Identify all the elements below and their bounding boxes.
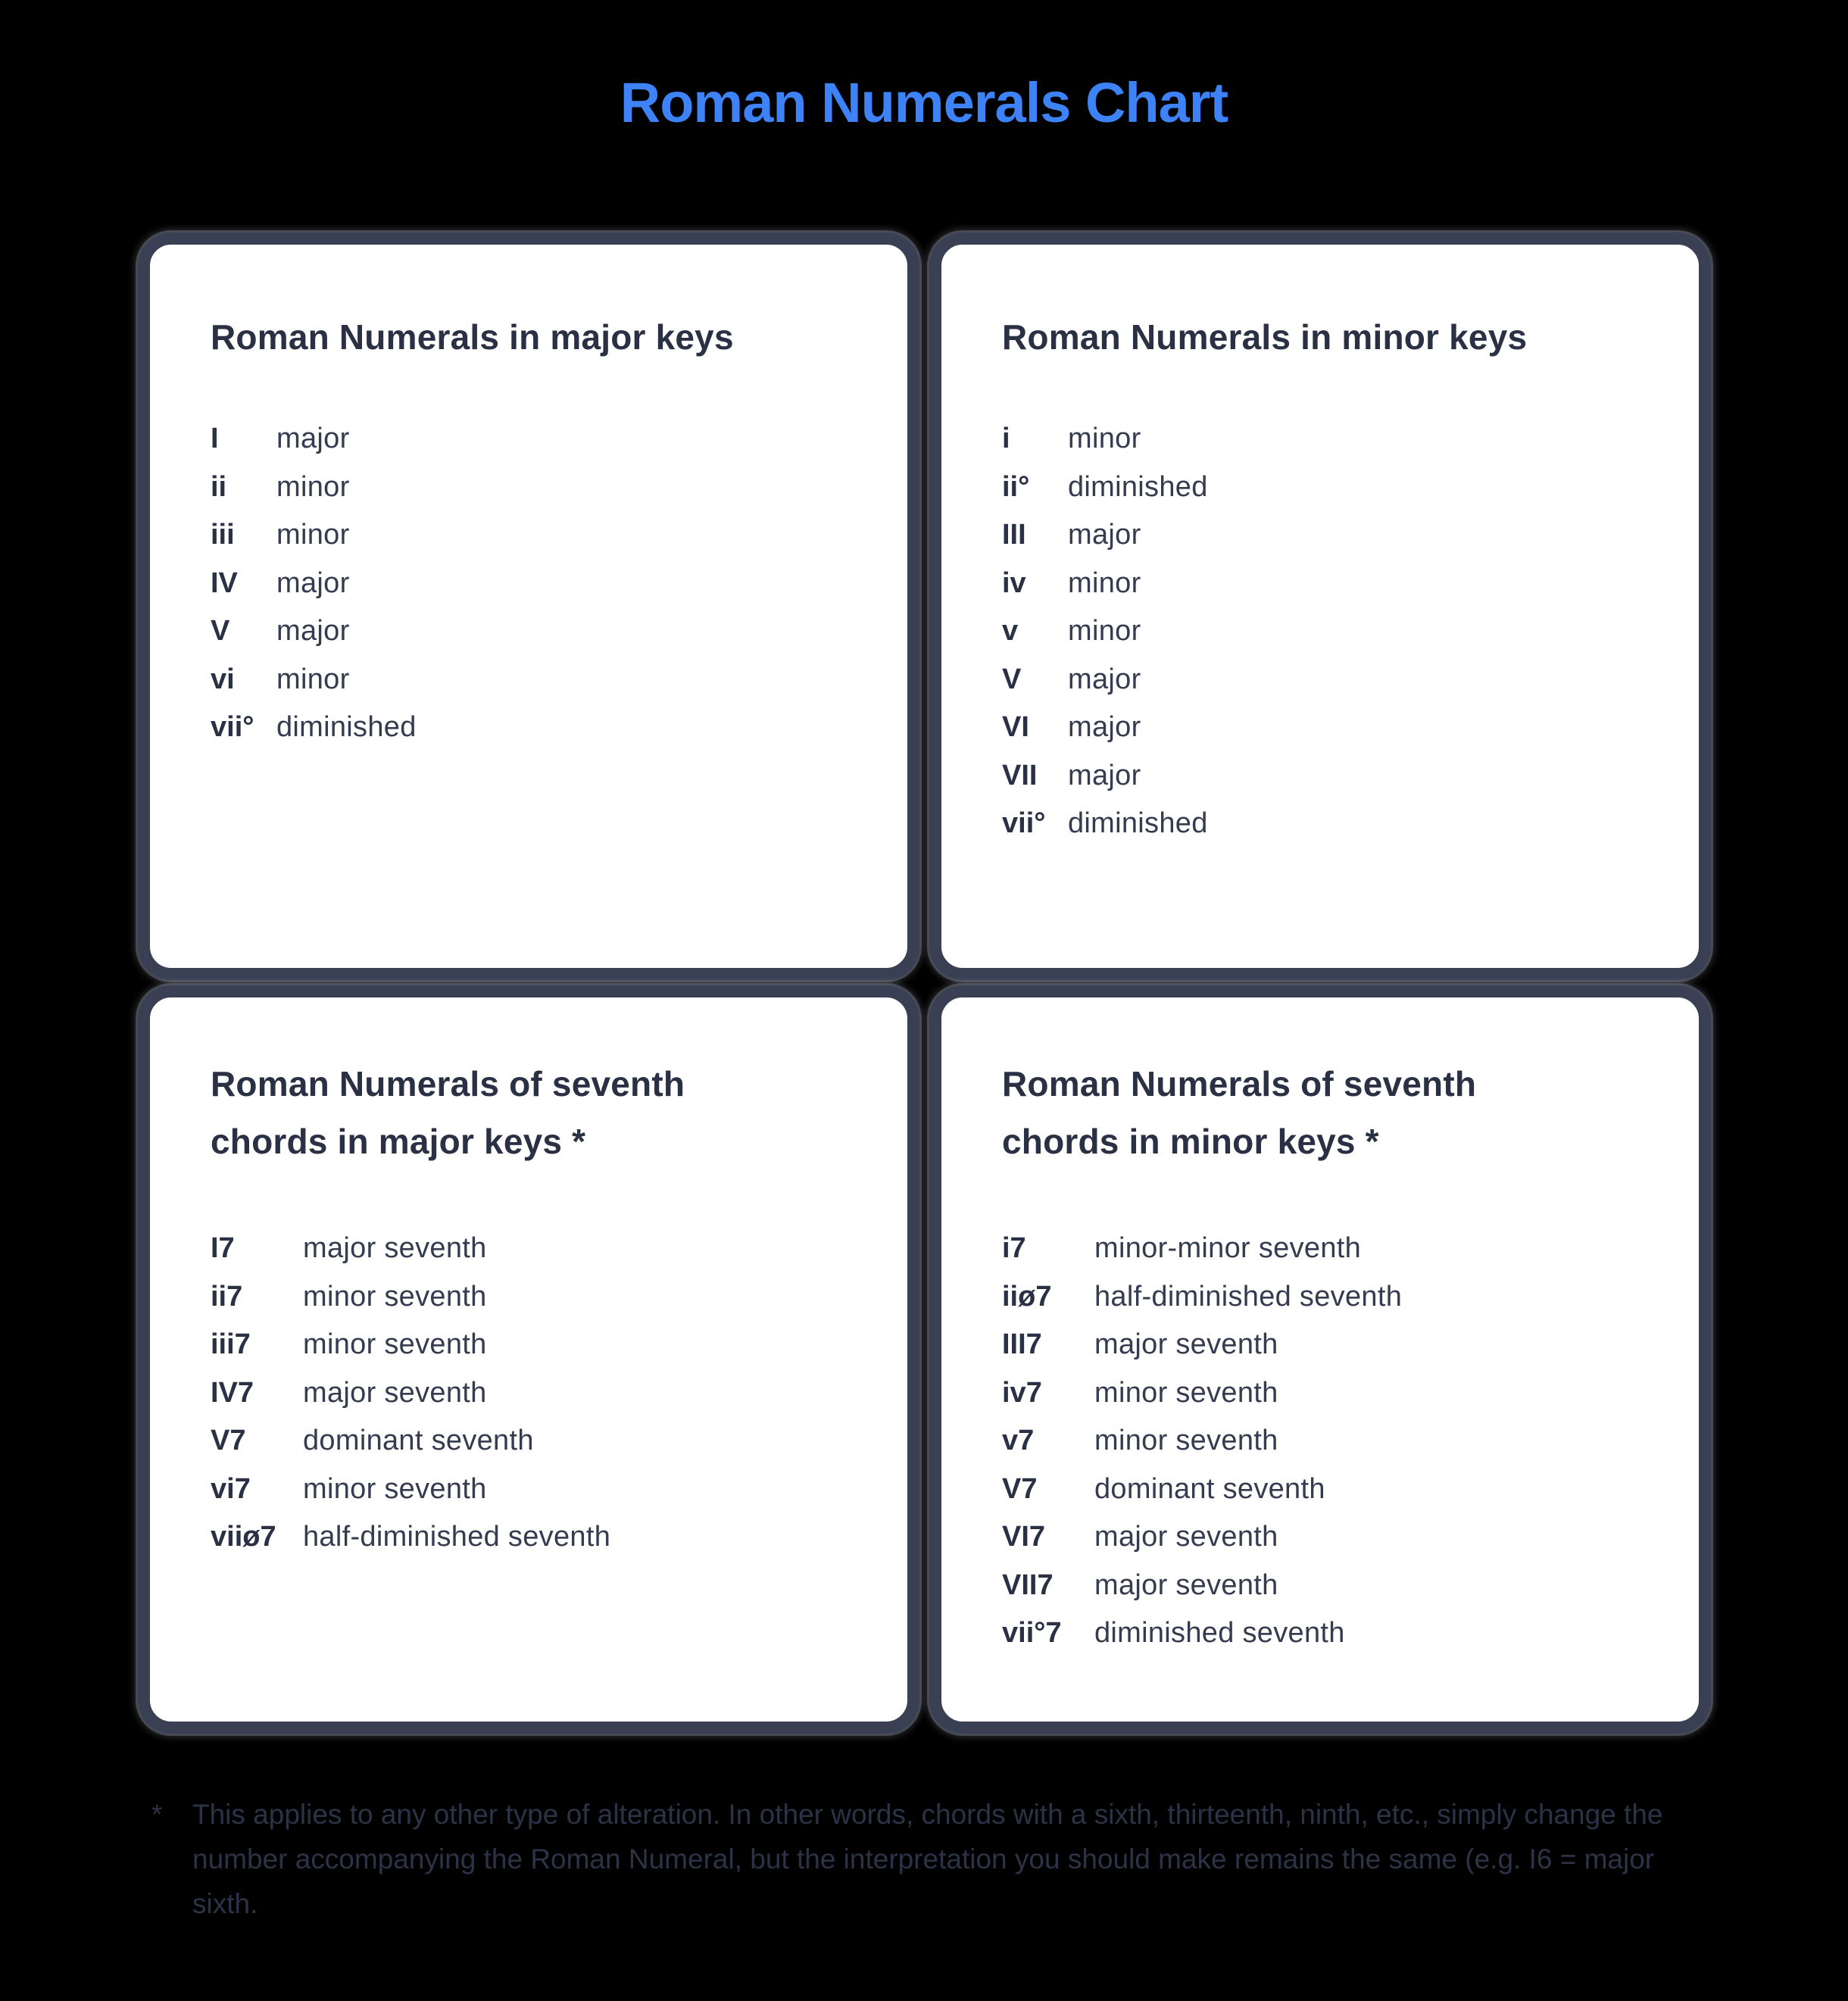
numeral-list [211,1225,610,1562]
quality: minor seventh [303,1280,487,1313]
list-item [1002,415,1208,464]
numeral: III [1002,519,1026,551]
quality: diminished [1068,470,1208,503]
list-item [211,1369,610,1418]
quality: minor [1068,423,1141,455]
numeral: I7 [211,1232,235,1265]
numeral-list [211,415,417,752]
card-heading-line2: chords in minor keys * [1002,1122,1379,1161]
list-item [211,607,417,656]
quality: diminished [276,711,417,744]
card-heading-line1: Roman Numerals of seventh [211,1064,685,1104]
list-item [1002,1466,1402,1514]
numeral: iv [1002,567,1026,599]
numeral: vii° [211,711,254,744]
list-item [211,464,417,512]
list-item [211,1225,610,1273]
quality: major [1068,663,1141,695]
numeral: III7 [1002,1328,1042,1361]
quality: half-diminished seventh [303,1521,611,1553]
card-heading [211,1055,877,1170]
card-heading-line2: chords in major keys * [211,1122,586,1161]
quality: minor [276,519,350,551]
list-item [211,1417,610,1466]
quality: major seventh [1094,1569,1278,1601]
quality: minor-minor seventh [1094,1232,1362,1265]
numeral: ii7 [211,1280,243,1313]
numeral: VII [1002,759,1038,791]
numeral: V7 [211,1425,246,1457]
list-item [1002,1417,1402,1466]
list-item [1002,1369,1402,1418]
numeral: V7 [1002,1472,1038,1505]
list-item [211,1513,610,1562]
card-seventh-major-keys [138,985,919,1734]
page-title: Roman Numerals Chart [620,71,1228,134]
list-item [211,415,417,464]
card-major-keys [138,233,919,980]
list-item [1002,1609,1402,1658]
list-item [211,704,417,752]
quality: major seventh [303,1232,487,1265]
numeral: v7 [1002,1425,1035,1457]
numeral: V [1002,663,1022,695]
numeral-list [1002,415,1208,848]
quality: major seventh [1094,1521,1278,1553]
footnote [151,1792,1704,1926]
list-item [1002,1273,1402,1322]
quality: minor seventh [1094,1425,1278,1457]
numeral: v [1002,615,1019,648]
footnote-text: This applies to any other type of alteration. In other words, chords with a sixth, thirteenth, ninth, etc., simply change the number accompanying the Roman Numeral, but the interpretation you should make remains the same (e.g. I6 = major sixth. [192,1799,1663,1919]
quality: minor seventh [1094,1376,1278,1409]
numeral: IV7 [211,1376,254,1409]
quality: major [276,423,350,455]
list-item [211,1273,610,1322]
card-heading: Roman Numerals in major keys [211,317,734,357]
list-item [1002,1321,1402,1369]
list-item [1002,800,1208,848]
quality: minor [1068,615,1141,648]
numeral: ii° [1002,470,1030,503]
list-item [1002,1225,1402,1273]
numeral: iiø7 [1002,1280,1052,1313]
list-item [1002,464,1208,512]
quality: diminished [1068,807,1208,840]
quality: major [276,615,350,648]
quality: major [1068,759,1141,791]
list-item [211,511,417,560]
numeral: V [211,615,230,648]
numeral: VII7 [1002,1569,1054,1601]
quality: minor [276,663,350,695]
card-heading-line1: Roman Numerals of seventh [1002,1064,1477,1104]
numeral: VI7 [1002,1521,1046,1553]
list-item [1002,656,1208,704]
card-heading: Roman Numerals in minor keys [1002,317,1528,357]
quality: half-diminished seventh [1094,1280,1403,1313]
list-item [1002,607,1208,656]
card-minor-keys [929,233,1711,980]
numeral: iii [211,519,235,551]
numeral: vi [211,663,235,695]
numeral: viiø7 [211,1521,276,1553]
footnote-marker: * [151,1799,163,1830]
quality: minor seventh [303,1328,487,1361]
list-item [1002,704,1208,752]
quality: major seventh [1094,1328,1278,1361]
quality: dominant seventh [303,1425,534,1457]
card-heading [1002,1055,1669,1170]
list-item [211,560,417,608]
quality: major [1068,519,1141,551]
list-item [1002,511,1208,560]
quality: diminished seventh [1094,1617,1345,1650]
quality: minor seventh [303,1472,487,1505]
quality: dominant seventh [1094,1472,1325,1505]
list-item [1002,1562,1402,1610]
list-item [1002,560,1208,608]
quality: major [276,567,350,599]
list-item [211,1466,610,1514]
numeral-list [1002,1225,1402,1658]
quality: minor [276,470,350,503]
numeral: vi7 [211,1472,251,1505]
list-item [1002,1513,1402,1562]
card-seventh-minor-keys [929,985,1711,1734]
quality: major [1068,711,1141,744]
numeral: vii° [1002,807,1046,840]
numeral: ii [211,470,227,503]
numeral: IV [211,567,238,599]
numeral: iv7 [1002,1376,1042,1409]
list-item [211,1321,610,1369]
numeral: i [1002,423,1010,455]
numeral: VI [1002,711,1029,744]
list-item [211,656,417,704]
quality: major seventh [303,1376,487,1409]
numeral: i7 [1002,1232,1026,1265]
numeral: I [211,423,219,455]
numeral: iii7 [211,1328,251,1361]
list-item [1002,752,1208,801]
numeral: vii°7 [1002,1617,1062,1650]
quality: minor [1068,567,1141,599]
